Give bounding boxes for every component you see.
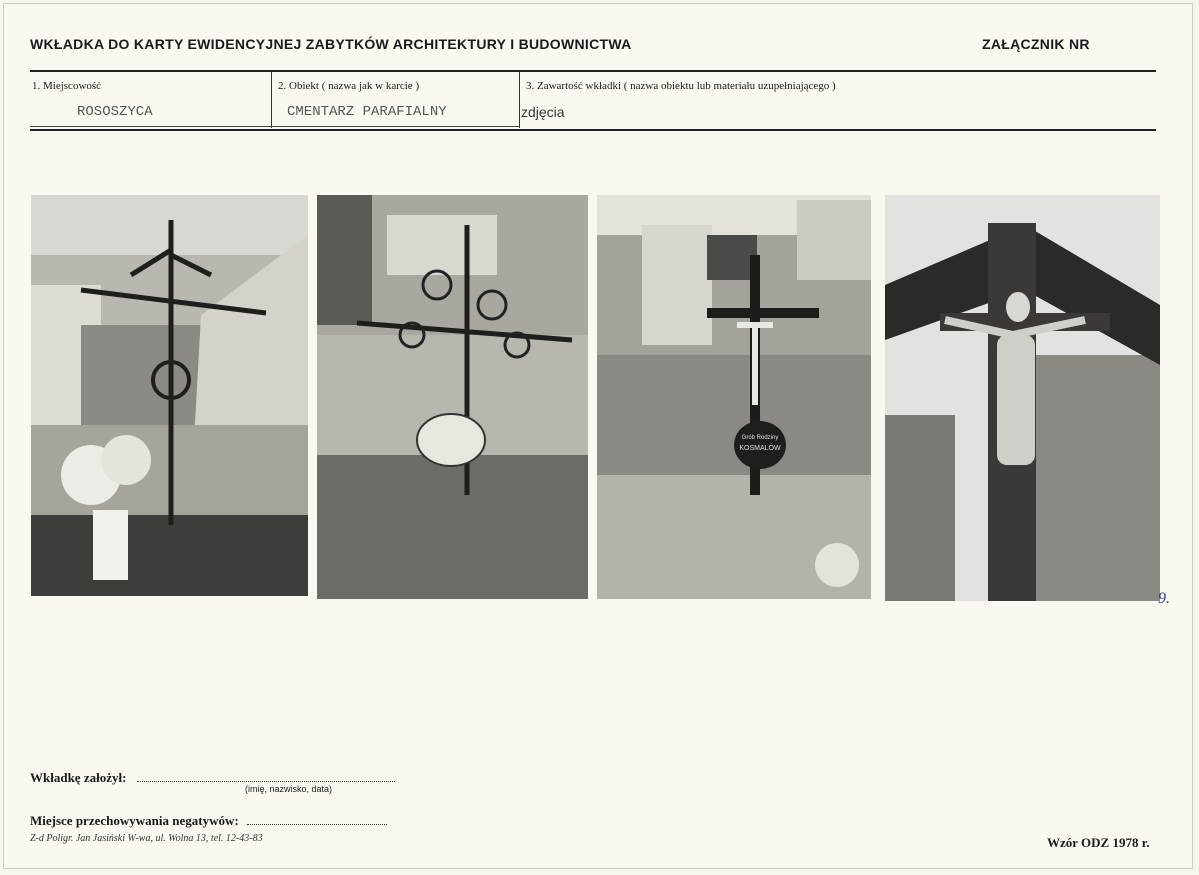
field-value-locality: ROSOSZYCA — [77, 104, 153, 120]
photo-iron-cross-with-vase — [31, 195, 308, 596]
form-identifier: Wzór ODZ 1978 r. — [1047, 835, 1150, 850]
negatives-storage-label: Miejsce przechowywania negatywów: — [30, 813, 239, 828]
photo-2-image — [317, 195, 588, 599]
negatives-dotted-line[interactable] — [247, 814, 387, 825]
field-divider — [519, 72, 520, 128]
photo-iron-crucifix-with-plaque — [597, 195, 871, 599]
plaque-line-2: KOSMALÓW — [739, 445, 781, 452]
plaque-line-1: Grób Rodziny — [741, 435, 779, 441]
photo-3-image — [597, 195, 871, 599]
field-underline — [30, 126, 271, 127]
attachment-number-label: ZAŁĄCZNIK NR — [982, 36, 1090, 52]
founder-label: Wkładkę założył: — [30, 770, 127, 785]
document-title: WKŁADKA DO KARTY EWIDENCYJNEJ ZABYTKÓW ARCHITEKTURY I BUDOWNICTWA — [30, 36, 632, 52]
photo-ornate-iron-cross — [317, 195, 588, 599]
field-underline — [271, 126, 519, 127]
field-label-locality: 1. Miejscowość — [32, 80, 102, 92]
field-value-object: CMENTARZ PARAFIALNY — [287, 104, 447, 120]
page-number: 9. — [1158, 590, 1170, 607]
field-label-object: 2. Obiekt ( nazwa jak w karcie ) — [278, 80, 420, 92]
field-value-content: zdjęcia — [521, 104, 565, 120]
founder-hint: (imię, nazwisko, data) — [245, 784, 333, 794]
photo-4-image — [885, 195, 1160, 601]
field-label-content: 3. Zawartość wkładki ( nazwa obiektu lub materiału uzupełniającego ) — [526, 80, 836, 92]
founder-dotted-line[interactable] — [137, 771, 395, 782]
photo-wooden-roadside-crucifix — [885, 195, 1160, 601]
field-divider — [271, 72, 272, 128]
printer-imprint: Z-d Poligr. Jan Jasiński W-wa, ul. Wolna 13, tel. 12-43-83 — [30, 833, 263, 844]
header-top-rule — [30, 70, 1156, 72]
header-bottom-rule — [30, 129, 1156, 131]
photo-1-image — [31, 195, 308, 596]
